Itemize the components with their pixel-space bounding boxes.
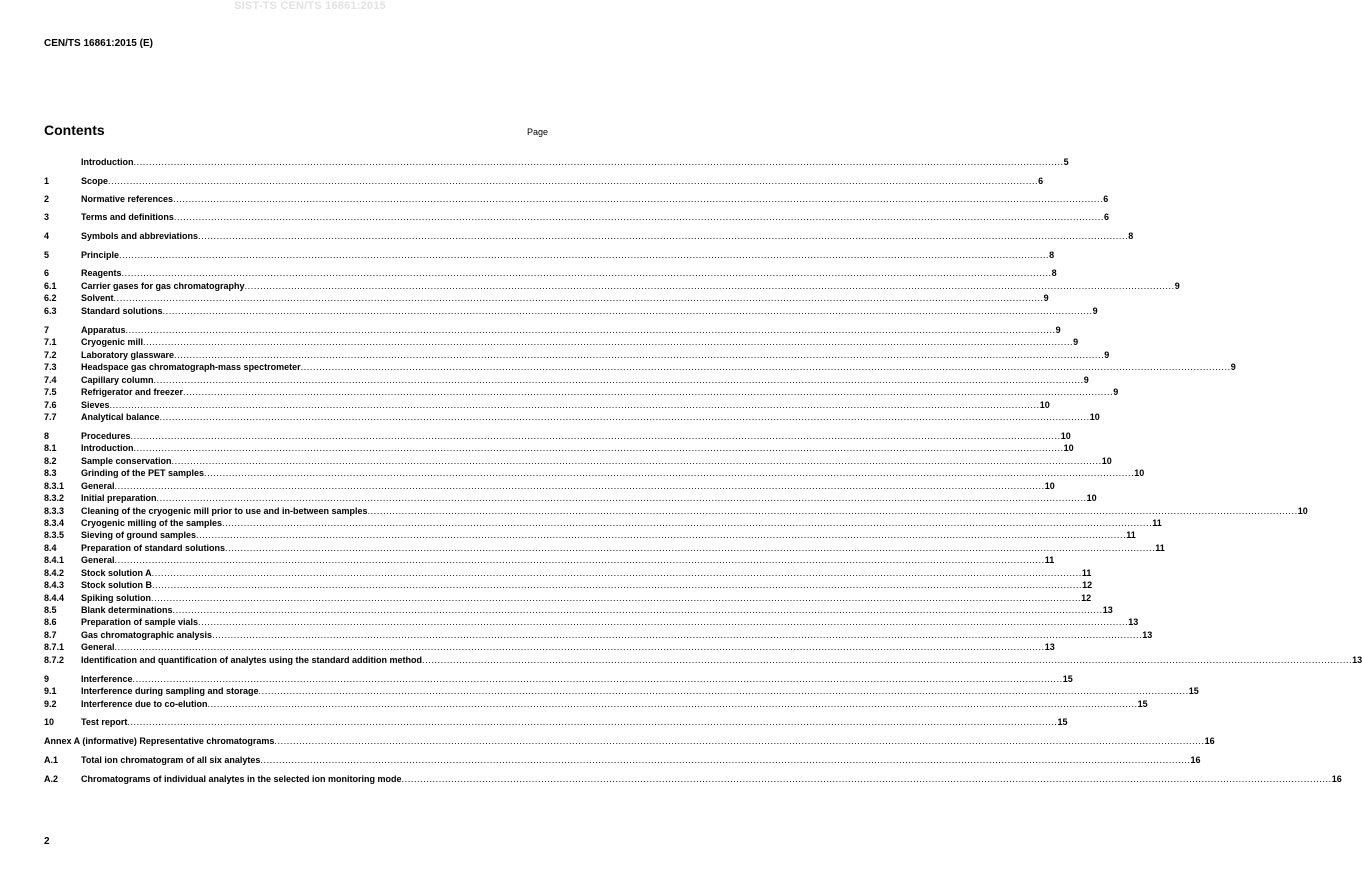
- toc-entry-number: 8.3: [44, 468, 57, 478]
- toc-entry-page: 12: [1082, 580, 1093, 590]
- toc-entry-title: Spiking solution: [81, 593, 151, 603]
- toc-entry-title: General: [81, 642, 115, 652]
- toc-entry-page: 9: [1055, 325, 1061, 335]
- dot-leader: ............................................................................................................................................................................................................................................................................................................: [151, 593, 1082, 603]
- toc-entry-title: Grinding of the PET samples: [81, 468, 205, 478]
- toc-entry-page: 10: [1297, 506, 1308, 516]
- toc-entry[interactable]: [44, 456, 1112, 467]
- toc-entry-page: 13: [1044, 642, 1055, 652]
- toc-entry-page: 16: [1190, 755, 1201, 765]
- dot-leader: ............................................................................................................................................................................................................................................................................................................: [143, 337, 1074, 347]
- toc-entry-page: 10: [1060, 431, 1071, 441]
- dot-leader: ............................................................................................................................................................................................................................................................................................................: [159, 412, 1090, 422]
- toc-entry-number: 9.2: [44, 699, 57, 709]
- toc-entry-title: Interference during sampling and storage: [81, 686, 259, 696]
- watermark: SIST-TS CEN/TS 16861:2015: [234, 0, 386, 12]
- toc-entry-title: Scope: [81, 176, 109, 186]
- dot-leader: ............................................................................................................................................................................................................................................................................................................: [133, 443, 1064, 453]
- toc-entry-number: 8.4.2: [44, 568, 65, 578]
- toc-entry[interactable]: [44, 293, 1049, 304]
- toc-entry-number: 8.6: [44, 617, 57, 627]
- dot-leader: ............................................................................................................................................................................................................................................................................................................: [207, 699, 1138, 709]
- toc-entry[interactable]: [44, 281, 1180, 292]
- dot-leader: ............................................................................................................................................................................................................................................................................................................: [113, 293, 1044, 303]
- toc-entry-page: 6: [1104, 212, 1110, 222]
- toc-entry[interactable]: [44, 699, 1148, 710]
- dot-leader: ............................................................................................................................................................................................................................................................................................................: [151, 568, 1082, 578]
- toc-entry-title: Sample conservation: [81, 456, 172, 466]
- toc-entry-number: 8: [44, 431, 50, 441]
- toc-entry[interactable]: [44, 157, 1069, 168]
- dot-leader: ............................................................................................................................................................................................................................................................................................................: [114, 481, 1045, 491]
- toc-entry-page: 15: [1137, 699, 1148, 709]
- toc-entry-number: 8.7.2: [44, 655, 65, 665]
- toc-entry-number: 8.3.1: [44, 481, 65, 491]
- toc-entry-page: 9: [1043, 293, 1049, 303]
- toc-entry-title: Stock solution A: [81, 568, 152, 578]
- toc-entry-number: 7.1: [44, 337, 57, 347]
- dot-leader: ............................................................................................................................................................................................................................................................................................................: [173, 212, 1104, 222]
- toc-entry-number: A.1: [44, 755, 59, 765]
- dot-leader: ............................................................................................................................................................................................................................................................................................................: [127, 717, 1058, 727]
- toc-entry-title: Principle: [81, 250, 120, 260]
- toc-entry-page: 11: [1152, 518, 1162, 528]
- dot-leader: ............................................................................................................................................................................................................................................................................................................: [260, 755, 1191, 765]
- dot-leader: ............................................................................................................................................................................................................................................................................................................: [244, 281, 1175, 291]
- toc-entry-number: 8.3.2: [44, 493, 65, 503]
- toc-entry-number: 9: [44, 674, 50, 684]
- toc-entry[interactable]: [44, 518, 1162, 529]
- toc-entry-page: 13: [1352, 655, 1362, 665]
- dot-leader: ............................................................................................................................................................................................................................................................................................................: [109, 400, 1040, 410]
- toc-entry-number: 7.4: [44, 375, 57, 385]
- dot-leader: ............................................................................................................................................................................................................................................................................................................: [198, 617, 1129, 627]
- toc-entry[interactable]: [44, 617, 1139, 628]
- toc-entry-page: 8: [1051, 268, 1057, 278]
- toc-entry-number: 7.5: [44, 387, 57, 397]
- toc-entry-number: 6.1: [44, 281, 57, 291]
- toc-entry-title: Reagents: [81, 268, 122, 278]
- dot-leader: ............................................................................................................................................................................................................................................................................................................: [132, 674, 1063, 684]
- toc-entry[interactable]: [44, 605, 1113, 616]
- toc-entry-title: Procedures: [81, 431, 131, 441]
- toc-entry-title: Cryogenic milling of the samples: [81, 518, 223, 528]
- dot-leader: ............................................................................................................................................................................................................................................................................................................: [183, 387, 1114, 397]
- toc-entry[interactable]: [44, 337, 1079, 348]
- toc-entry[interactable]: [44, 176, 1044, 187]
- toc-entry[interactable]: [44, 686, 1199, 697]
- toc-entry-title: Test report: [81, 717, 128, 727]
- toc-entry[interactable]: [44, 268, 1057, 279]
- toc-entry[interactable]: [44, 350, 1110, 361]
- toc-entry-number: 7.2: [44, 350, 57, 360]
- toc-entry-title: Stock solution B: [81, 580, 153, 590]
- toc-entry-number: 2: [44, 194, 50, 204]
- toc-entry-page: 10: [1134, 468, 1145, 478]
- toc-entry-page: 13: [1128, 617, 1139, 627]
- toc-entry[interactable]: [44, 655, 1362, 666]
- toc-entry-title: Chromatograms of individual analytes in the selected ion monitoring mode: [81, 774, 402, 784]
- toc-entry-page: 8: [1128, 231, 1134, 241]
- dot-leader: ............................................................................................................................................................................................................................................................................................................: [156, 493, 1087, 503]
- toc-entry-number: 6.2: [44, 293, 57, 303]
- dot-leader: ............................................................................................................................................................................................................................................................................................................: [153, 375, 1084, 385]
- toc-entry[interactable]: [44, 674, 1073, 685]
- toc-entry[interactable]: [44, 194, 1109, 205]
- toc-entry[interactable]: [44, 431, 1071, 442]
- toc-entry[interactable]: [44, 774, 1342, 785]
- toc-entry[interactable]: [44, 717, 1068, 728]
- dot-leader: ............................................................................................................................................................................................................................................................................................................: [225, 543, 1156, 553]
- document-id: CEN/TS 16861:2015 (E): [44, 38, 153, 49]
- toc-entry[interactable]: [44, 375, 1089, 386]
- toc-entry-page: 11: [1081, 568, 1092, 578]
- toc-entry-title: Standard solutions: [81, 306, 163, 316]
- toc-entry-page: 10: [1101, 456, 1112, 466]
- toc-entry-title: Initial preparation: [81, 493, 157, 503]
- toc-entry-number: 1: [44, 176, 50, 186]
- toc-entry-title: Headspace gas chromatograph-mass spectrometer: [81, 362, 301, 372]
- toc-entry-title: Introduction: [81, 157, 134, 167]
- dot-leader: ............................................................................................................................................................................................................................................................................................................: [300, 362, 1231, 372]
- toc-entry-number: 8.4.1: [44, 555, 65, 565]
- toc-entry-page: 6: [1103, 194, 1109, 204]
- dot-leader: ............................................................................................................................................................................................................................................................................................................: [367, 506, 1298, 516]
- toc-entry-page: 16: [1331, 774, 1342, 784]
- toc-entry[interactable]: [44, 412, 1100, 423]
- toc-entry-title: Solvent: [81, 293, 114, 303]
- toc-entry-title: Cleaning of the cryogenic mill prior to use and in-between samples: [81, 506, 368, 516]
- toc-entry-page: 11: [1126, 530, 1136, 540]
- toc-entry-number: 8.2: [44, 456, 57, 466]
- toc-entry[interactable]: [44, 443, 1074, 454]
- toc-entry-number: 7.6: [44, 400, 57, 410]
- toc-entry-page: 10: [1039, 400, 1050, 410]
- toc-entry-number: 8.4: [44, 543, 57, 553]
- toc-entry-page: 16: [1204, 736, 1215, 746]
- dot-leader: ............................................................................................................................................................................................................................................................................................................: [108, 176, 1039, 186]
- toc-entry-title: Carrier gases for gas chromatography: [81, 281, 245, 291]
- toc-entry-page: 15: [1188, 686, 1199, 696]
- toc-entry-page: 9: [1083, 375, 1089, 385]
- dot-leader: ............................................................................................................................................................................................................................................................................................................: [222, 518, 1153, 528]
- dot-leader: ............................................................................................................................................................................................................................................................................................................: [258, 686, 1189, 696]
- page-number: 2: [44, 836, 50, 847]
- toc-entry-title: Cryogenic mill: [81, 337, 144, 347]
- toc-entry-number: 8.3.4: [44, 518, 65, 528]
- toc-entry-title: General: [81, 555, 115, 565]
- toc-entry[interactable]: [44, 250, 1055, 261]
- toc-entry-page: 10: [1044, 481, 1055, 491]
- toc-entry[interactable]: [44, 530, 1136, 541]
- dot-leader: ............................................................................................................................................................................................................................................................................................................: [125, 325, 1056, 335]
- toc-entry-page: 11: [1044, 555, 1055, 565]
- toc-entry[interactable]: [44, 362, 1236, 373]
- toc-entry-title: Normative references: [81, 194, 174, 204]
- toc-entry-page: 9: [1113, 387, 1119, 397]
- dot-leader: ............................................................................................................................................................................................................................................................................................................: [121, 268, 1052, 278]
- dot-leader: ............................................................................................................................................................................................................................................................................................................: [114, 642, 1045, 652]
- dot-leader: ............................................................................................................................................................................................................................................................................................................: [152, 580, 1083, 590]
- contents-heading: Contents: [44, 122, 105, 138]
- toc-entry-page: 10: [1086, 493, 1097, 503]
- dot-leader: ............................................................................................................................................................................................................................................................................................................: [174, 350, 1105, 360]
- toc-entry-number: 8.4.3: [44, 580, 65, 590]
- toc-entry-title: Sieves: [81, 400, 110, 410]
- toc-entry-number: 10: [44, 717, 55, 727]
- dot-leader: ............................................................................................................................................................................................................................................................................................................: [274, 736, 1205, 746]
- toc-entry[interactable]: [44, 400, 1050, 411]
- toc-entry[interactable]: [44, 593, 1092, 604]
- toc-entry-title: Apparatus: [81, 325, 126, 335]
- dot-leader: ............................................................................................................................................................................................................................................................................................................: [212, 630, 1143, 640]
- toc-entry-number: 8.4.4: [44, 593, 65, 603]
- toc-entry-page: 9: [1092, 306, 1098, 316]
- toc-entry-number: 7: [44, 325, 50, 335]
- toc-entry[interactable]: [44, 231, 1134, 242]
- toc-entry-title: Terms and definitions: [81, 212, 174, 222]
- dot-leader: ............................................................................................................................................................................................................................................................................................................: [172, 605, 1103, 615]
- toc-entry-page: 9: [1073, 337, 1079, 347]
- toc-entry-page: 5: [1063, 157, 1069, 167]
- toc-entry-number: 4: [44, 231, 50, 241]
- toc-entry[interactable]: [44, 506, 1308, 517]
- toc-entry-page: 9: [1230, 362, 1236, 372]
- toc-entry[interactable]: [44, 555, 1055, 566]
- toc-entry-title: Refrigerator and freezer: [81, 387, 184, 397]
- toc-entry-title: Preparation of standard solutions: [81, 543, 226, 553]
- toc-entry[interactable]: [44, 387, 1119, 398]
- toc-entry-title: Preparation of sample vials: [81, 617, 199, 627]
- toc-entry-page: 9: [1104, 350, 1110, 360]
- dot-leader: ............................................................................................................................................................................................................................................................................................................: [119, 250, 1050, 260]
- dot-leader: ............................................................................................................................................................................................................................................................................................................: [130, 431, 1061, 441]
- toc-entry[interactable]: [44, 736, 1215, 747]
- toc-entry-title: Symbols and abbreviations: [81, 231, 199, 241]
- toc-entry-number: 6.3: [44, 306, 57, 316]
- toc-entry-page: 15: [1062, 674, 1073, 684]
- toc-entry-title: Gas chromatographic analysis: [81, 630, 213, 640]
- toc-entry[interactable]: [44, 580, 1093, 591]
- dot-leader: ............................................................................................................................................................................................................................................................................................................: [196, 530, 1127, 540]
- toc-entry-number: 8.5: [44, 605, 57, 615]
- toc-entry-number: 5: [44, 250, 50, 260]
- toc-entry-title: Blank determinations: [81, 605, 173, 615]
- toc-entry-title: Capillary column: [81, 375, 154, 385]
- toc-entry-title: Analytical balance: [81, 412, 160, 422]
- dot-leader: ............................................................................................................................................................................................................................................................................................................: [114, 555, 1045, 565]
- toc-entry-page: 13: [1102, 605, 1113, 615]
- toc-entry-title: Total ion chromatogram of all six analytes: [81, 755, 261, 765]
- toc-entry-title: Identification and quantification of analytes using the standard addition method: [81, 655, 423, 665]
- toc-entry-title: Interference due to co-elution: [81, 699, 208, 709]
- toc-entry-page: 13: [1142, 630, 1153, 640]
- dot-leader: ............................................................................................................................................................................................................................................................................................................: [173, 194, 1104, 204]
- dot-leader: ............................................................................................................................................................................................................................................................................................................: [162, 306, 1093, 316]
- toc-entry-number: 8.3.3: [44, 506, 65, 516]
- toc-entry-page: 8: [1049, 250, 1055, 260]
- dot-leader: ............................................................................................................................................................................................................................................................................................................: [171, 456, 1102, 466]
- toc-entry-page: 15: [1057, 717, 1068, 727]
- toc-entry-title: General: [81, 481, 115, 491]
- toc-entry-number: 8.7.1: [44, 642, 65, 652]
- toc-entry-title: Annex A (informative) Representative chromatograms: [44, 736, 275, 746]
- toc-entry-number: 8.7: [44, 630, 57, 640]
- toc-entry-page: 11: [1155, 543, 1165, 553]
- toc-entry-number: 6: [44, 268, 50, 278]
- toc-entry[interactable]: [44, 642, 1055, 653]
- toc-entry-number: 8.3.5: [44, 530, 65, 540]
- dot-leader: ............................................................................................................................................................................................................................................................................................................: [204, 468, 1135, 478]
- toc-entry-page: 10: [1063, 443, 1074, 453]
- toc-entry[interactable]: [44, 543, 1165, 554]
- toc-entry[interactable]: [44, 755, 1201, 766]
- toc-entry-page: 12: [1081, 593, 1092, 603]
- page-column-label: Page: [527, 127, 549, 137]
- toc-entry-page: 6: [1038, 176, 1044, 186]
- toc-entry-title: Introduction: [81, 443, 134, 453]
- toc-entry-page: 9: [1174, 281, 1180, 291]
- toc-entry[interactable]: [44, 325, 1061, 336]
- dot-leader: ............................................................................................................................................................................................................................................................................................................: [198, 231, 1129, 241]
- toc-entry-title: Sieving of ground samples: [81, 530, 197, 540]
- toc-entry-title: Laboratory glassware: [81, 350, 175, 360]
- toc-entry-number: 3: [44, 212, 50, 222]
- toc-entry-number: 7.3: [44, 362, 57, 372]
- toc-entry[interactable]: [44, 493, 1097, 504]
- dot-leader: ............................................................................................................................................................................................................................................................................................................: [133, 157, 1064, 167]
- toc-entry-title: Interference: [81, 674, 133, 684]
- toc-entry[interactable]: [44, 306, 1098, 317]
- toc-entry-number: 8.1: [44, 443, 57, 453]
- toc-entry[interactable]: [44, 212, 1110, 223]
- toc-entry[interactable]: [44, 568, 1092, 579]
- dot-leader: ............................................................................................................................................................................................................................................................................................................: [401, 774, 1332, 784]
- toc-entry-page: 10: [1089, 412, 1100, 422]
- toc-entry-number: A.2: [44, 774, 59, 784]
- toc-entry-number: 9.1: [44, 686, 57, 696]
- toc-entry[interactable]: [44, 468, 1145, 479]
- toc-entry[interactable]: [44, 630, 1153, 641]
- toc-entry-number: 7.7: [44, 412, 57, 422]
- dot-leader: ............................................................................................................................................................................................................................................................................................................: [422, 655, 1353, 665]
- toc-entry[interactable]: [44, 481, 1055, 492]
